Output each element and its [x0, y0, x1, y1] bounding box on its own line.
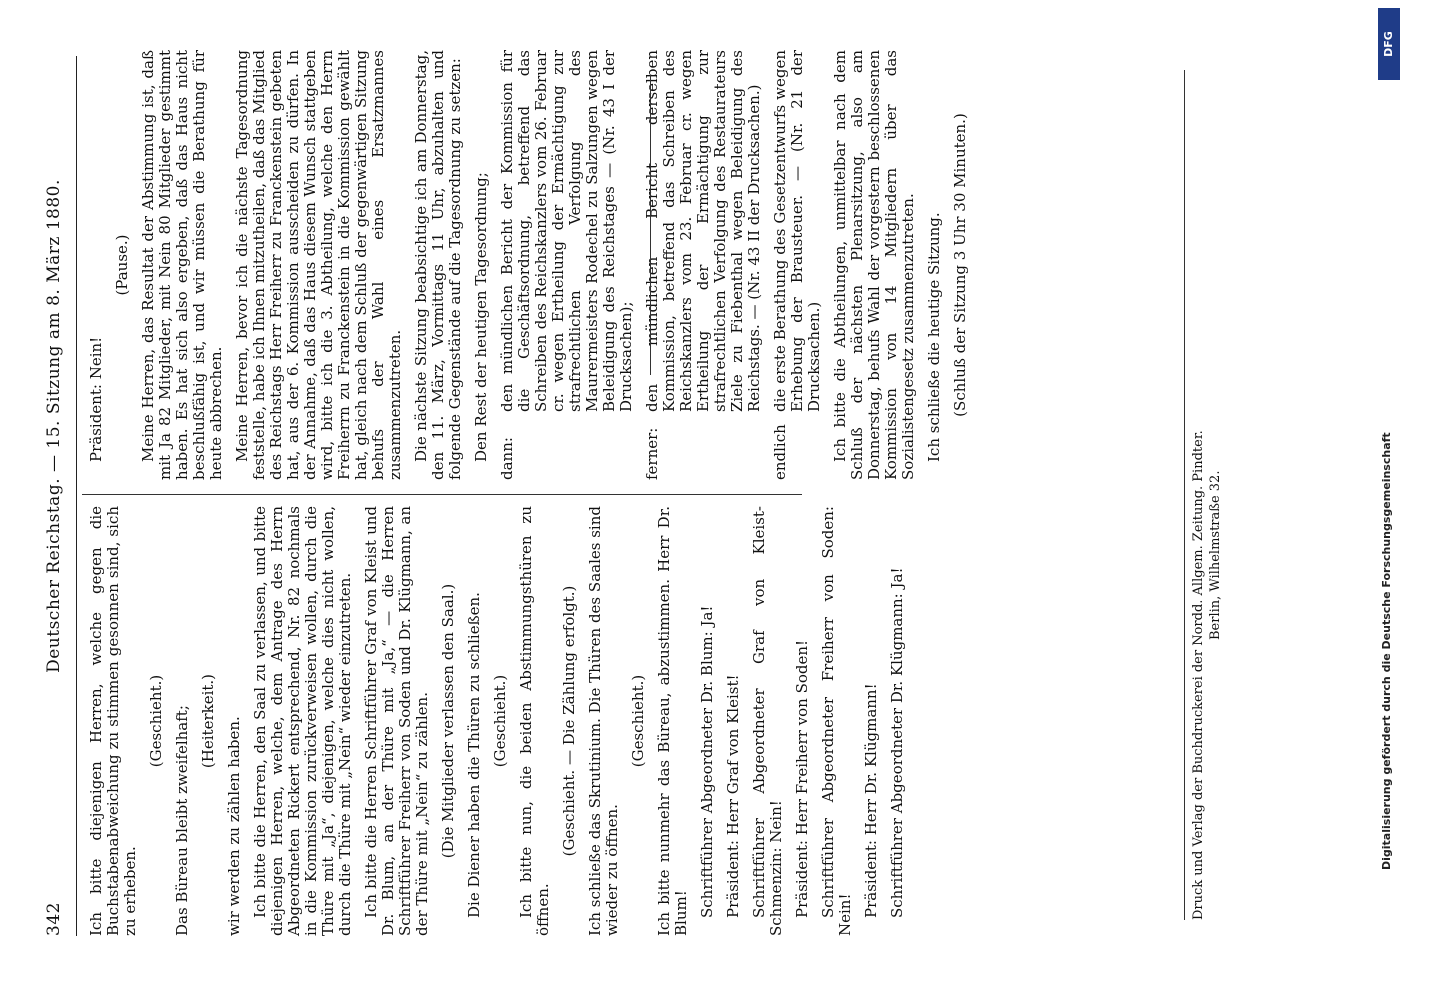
paragraph: Die Diener haben die Thüren zu schließen. — [465, 592, 483, 918]
paragraph: Ich bitte die Abtheilungen, unmittelbar nach dem Schluß der nächsten Plenarsitzung, also am Donnerstag, behufs Wahl der vorgestern beschlossenen Kommission von 14 Mitgliedern über das Sozialistengesetz zusammenzutreten. — [831, 50, 917, 480]
agenda-item — [644, 50, 763, 480]
paragraph: Das Büreau bleibt zweifelhaft; — [173, 705, 191, 936]
stage-direction: (Geschieht. — Die Zählung erfolgt.) — [560, 585, 578, 857]
column-divider — [82, 494, 802, 495]
stage-direction: (Heiterkeit.) — [199, 673, 217, 769]
agenda-label: endlich — [771, 424, 789, 480]
agenda-text: die erste Berathung des Gesetzentwurfs wegen Erhebung der Brausteuer. — (Nr. 21 der Drucksachen.) — [771, 50, 823, 412]
agenda-item — [772, 50, 823, 480]
agenda-label: dann: — [498, 437, 516, 480]
page-header — [44, 56, 70, 936]
running-head: Deutscher Reichstag. — 15. Sitzung am 8. März 1880. — [44, 179, 64, 673]
paragraph: Ich bitte die Herren, den Saal zu verlassen, und bitte diejenigen Herren, welche, dem Antrage des Herrn Abgeordneten Rickert entsprechend, Nr. 82 nochmals in die Kommission zurückverweisen wollen, durch die Thüre mit „Ja“, diejenigen, welche dies nicht wollen, durch die Thüre mit „Nein“ wieder einzutreten. — [251, 506, 354, 936]
paragraph: Präsident: Herr Freiherr von Soden! — [793, 639, 811, 918]
agenda-label: ferner: — [643, 427, 661, 480]
paragraph: Ich bitte nunmehr das Büreau, abzustimmen. Herr Dr. Blum! — [655, 506, 690, 936]
digitization-credit: Digitalisierung gefördert durch die Deutsche Forschungsgemeinschaft — [1380, 432, 1393, 870]
header-rule — [76, 56, 77, 936]
paragraph: Schriftführer Abgeordneter Dr. Klügmann: Ja! — [888, 567, 906, 918]
stage-direction: (Schluß der Sitzung 3 Uhr 30 Minuten.) — [951, 113, 969, 417]
imprint-rule — [1184, 70, 1185, 920]
imprint-line-2: Berlin, Wilhelmstraße 32. — [1208, 470, 1223, 640]
agenda-text: den mündlichen Bericht derselben Kommission, betreffend das Schreiben des Reichskanzlers vom 23. Februar cr. wegen Ertheilung der Ermächtigung zur strafrechtlichen Verfolgung des Restaurateurs Ziele zu Fiebenthal wegen Beleidigung des Reichstags. — (Nr. 43 II der Drucksachen.) — [643, 50, 763, 412]
stage-direction: (Pause.) — [113, 234, 131, 296]
paragraph: Ich schließe das Skrutinium. Die Thüren des Saales sind wieder zu öffnen. — [586, 506, 621, 936]
stage-direction: (Geschieht.) — [629, 674, 647, 768]
paragraph: Meine Herren, bevor ich die nächste Tagesordnung feststelle, habe ich Ihnen mitzutheilen, daß das Mitglied des Reichstags Herr Freiherr zu Franckenstein gebeten hat, aus der 6. Kommission ausscheiden zu dürfen. In der Annahme, daß das Haus diesem Wunsch stattgeben wird, bitte ich die 3. Abtheilung, welche den Herrn Freiherrn zu Franckenstein in die Kommission gewählt hat, gleich nach dem Schluß der gegenwärtigen Sitzung behufs der Wahl eines Ersatzmannes zusammenzutreten. — [233, 50, 404, 480]
stage-direction: (Geschieht.) — [491, 674, 509, 768]
paragraph: Ich schließe die heutige Sitzung. — [925, 212, 943, 462]
paragraph: wir werden zu zählen haben. — [225, 716, 243, 936]
paragraph: Präsident: Herr Graf von Kleist! — [724, 674, 742, 918]
paragraph: Schriftführer Abgeordneter Graf von Kleist-Schmenzin: Nein! — [750, 506, 785, 936]
end-rule — [650, 75, 651, 375]
stage-direction: (Geschieht.) — [147, 674, 165, 768]
paragraph: Präsident: Nein! — [87, 336, 105, 462]
left-column — [88, 506, 915, 936]
paragraph: Die nächste Sitzung beabsichtige ich am Donnerstag, den 11. März, Vormittags 11 Uhr, abzuhalten und folgende Gegenstände auf die Tagesordnung zu setzen: — [412, 50, 464, 480]
paragraph: Meine Herren, das Resultat der Abstimmung ist, daß mit Ja 82 Mitglieder, mit Nein 80 Mitglieder gestimmt haben. Es hat sich also ergeben, daß das Haus nicht beschlußfähig ist, und wir müssen die Berathung für heute abbrechen. — [139, 50, 225, 480]
imprint-line-1: Druck und Verlag der Buchdruckerei der Nordd. Allgem. Zeitung. Pindter. — [1191, 430, 1206, 920]
paragraph: Ich bitte die Herren Schriftführer Graf von Kleist und Dr. Blum, an der Thüre mit „Ja,“ — die Herren Schriftführer Freiherr von Soden und Dr. Klügmann, an der Thüre mit „Nein“ zu zählen. — [362, 506, 431, 936]
page-number: 342 — [44, 902, 64, 936]
agenda-item — [499, 50, 635, 480]
paragraph: Den Rest der heutigen Tagesordnung; — [472, 172, 490, 462]
paragraph: Präsident: Herr Dr. Klügmann! — [862, 683, 880, 918]
imprint — [1190, 70, 1224, 920]
dfg-logo: DFG — [1378, 8, 1400, 80]
paragraph: Schriftführer Abgeordneter Dr. Blum: Ja! — [698, 605, 716, 918]
right-column — [88, 50, 978, 480]
paragraph: Schriftführer Abgeordneter Freiherr von Soden: Nein! — [819, 506, 854, 936]
stage-direction: (Die Mitglieder verlassen den Saal.) — [439, 583, 457, 859]
paragraph: Ich bitte nun, die beiden Abstimmungsthüren zu öffnen. — [517, 506, 552, 936]
paragraph: Ich bitte diejenigen Herren, welche gegen die Buchstabenabweichung zu stimmen gesonnen sind, sich zu erheben. — [87, 506, 139, 936]
agenda-text: den mündlichen Bericht der Kommission für die Geschäftsordnung, betreffend das Schreiben des Reichskanzlers vom 26. Februar cr. wegen Ertheilung der Ermächtigung zur strafrechtlichen Verfolgung des Maurermeisters Rodechel zu Salzungen wegen Beleidigung des Reichstages — (Nr. 43 I der Drucksachen); — [498, 50, 635, 412]
